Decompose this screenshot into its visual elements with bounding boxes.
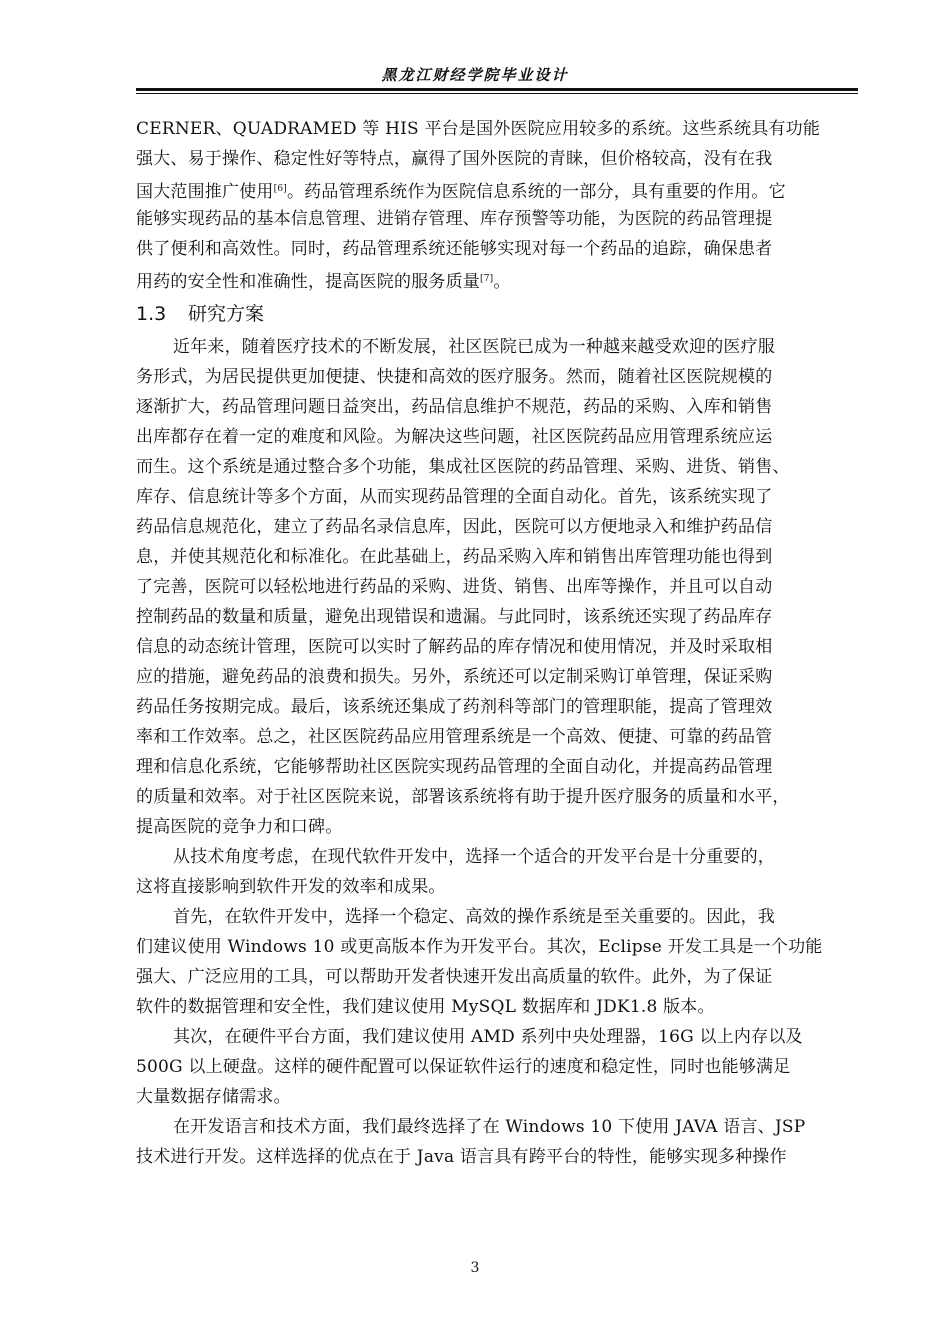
text-span: 国大范围推广使用	[136, 182, 274, 202]
text-span: 用药的安全性和准确性，提高医院的服务质量	[136, 272, 480, 292]
text-line: 控制药品的数量和质量，避免出现错误和遗漏。与此同时，该系统还实现了药品库存	[136, 607, 773, 627]
text-line: 能够实现药品的基本信息管理、进销存管理、库存预警等功能，为医院的药品管理提	[136, 209, 773, 229]
text-line: 强大、广泛应用的工具，可以帮助开发者快速开发出高质量的软件。此外，为了保证	[136, 967, 773, 987]
paragraph-hardware-platform	[136, 1022, 866, 1112]
text-span: 。药品管理系统作为医院信息系统的一部分，具有重要的作用。它	[286, 182, 786, 202]
text-line: 信息的动态统计管理，医院可以实时了解药品的库存情况和使用情况，并及时采取相	[136, 637, 773, 657]
citation-marker: [7]	[480, 274, 494, 284]
paragraph-his-systems	[136, 114, 866, 294]
text-line: 了完善，医院可以轻松地进行药品的采购、进货、销售、出库等操作，并且可以自动	[136, 577, 773, 597]
text-line: 首先，在软件开发中，选择一个稳定、高效的操作系统是至关重要的。因此，我	[173, 907, 775, 927]
text-line: 息，并使其规范化和标准化。在此基础上，药品采购入库和销售出库管理功能也得到	[136, 547, 773, 567]
page-header-title: 黑龙江财经学院毕业设计	[381, 66, 569, 84]
text-line: 药品任务按期完成。最后，该系统还集成了药剂科等部门的管理职能，提高了管理效	[136, 697, 773, 717]
document-body	[136, 114, 866, 1172]
text-line: 500G 以上硬盘。这样的硬件配置可以保证软件运行的速度和稳定性，同时也能够满足	[136, 1057, 791, 1077]
text-line: 逐渐扩大，药品管理问题日益突出，药品信息维护不规范，药品的采购、入库和销售	[136, 397, 773, 417]
paragraph-technical-perspective	[136, 842, 866, 902]
text-line: 而生。这个系统是通过整合多个功能，集成社区医院的药品管理、采购、进货、销售、	[136, 457, 790, 477]
text-line	[136, 264, 866, 294]
text-line: 药品信息规范化，建立了药品名录信息库，因此，医院可以方便地录入和维护药品信	[136, 517, 773, 537]
text-line: 供了便利和高效性。同时，药品管理系统还能够实现对每一个药品的追踪，确保患者	[136, 239, 773, 259]
paragraph-software-platform	[136, 902, 866, 1022]
text-line: 率和工作效率。总之，社区医院药品应用管理系统是一个高效、便捷、可靠的药品管	[136, 727, 773, 747]
text-line: 的质量和效率。对于社区医院来说，部署该系统将有助于提升医疗服务的质量和水平，	[136, 787, 790, 807]
page-number: 3	[470, 1260, 480, 1276]
text-line: 大量数据存储需求。	[136, 1087, 291, 1107]
text-line: 技术进行开发。这样选择的优点在于 Java 语言具有跨平台的特性，能够实现多种操作	[136, 1147, 787, 1167]
section-title: 研究方案	[188, 303, 265, 325]
text-line: 从技术角度考虑，在现代软件开发中，选择一个适合的开发平台是十分重要的，	[173, 847, 775, 867]
citation-marker: [6]	[273, 184, 287, 194]
text-span: 。	[493, 272, 511, 292]
paragraph-research-plan	[136, 332, 866, 842]
text-line: 应的措施，避免药品的浪费和损失。另外，系统还可以定制采购订单管理，保证采购	[136, 667, 773, 687]
section-heading	[136, 296, 866, 332]
header-rule-thin	[136, 93, 858, 94]
text-line: 们建议使用 Windows 10 或更高版本作为开发平台。其次，Eclipse 开发工具是一个功能	[136, 937, 823, 957]
text-line: 强大、易于操作、稳定性好等特点，赢得了国外医院的青睐，但价格较高，没有在我	[136, 149, 773, 169]
header-rule-thick	[136, 88, 858, 91]
text-line: 其次，在硬件平台方面，我们建议使用 AMD 系列中央处理器，16G 以上内存以及	[173, 1027, 803, 1047]
text-line: 库存、信息统计等多个方面，从而实现药品管理的全面自动化。首先，该系统实现了	[136, 487, 773, 507]
paragraph-language-technology	[136, 1112, 866, 1172]
text-line: 务形式，为居民提供更加便捷、快捷和高效的医疗服务。然而，随着社区医院规模的	[136, 367, 773, 387]
text-line: 这将直接影响到软件开发的效率和成果。	[136, 877, 446, 897]
text-line: 软件的数据管理和安全性，我们建议使用 MySQL 数据库和 JDK1.8 版本。	[136, 997, 715, 1017]
text-line	[136, 174, 866, 204]
section-number: 1.3	[136, 303, 167, 325]
text-line: 理和信息化系统，它能够帮助社区医院实现药品管理的全面自动化，并提高药品管理	[136, 757, 773, 777]
text-line: 提高医院的竞争力和口碑。	[136, 817, 343, 837]
text-line: 在开发语言和技术方面，我们最终选择了在 Windows 10 下使用 JAVA 语言、JSP	[173, 1117, 806, 1137]
text-line: 出库都存在着一定的难度和风险。为解决这些问题，社区医院药品应用管理系统应运	[136, 427, 773, 447]
text-line: 近年来，随着医疗技术的不断发展，社区医院已成为一种越来越受欢迎的医疗服	[173, 337, 775, 357]
text-line: CERNER、QUADRAMED 等 HIS 平台是国外医院应用较多的系统。这些系统具有功能	[136, 119, 821, 139]
